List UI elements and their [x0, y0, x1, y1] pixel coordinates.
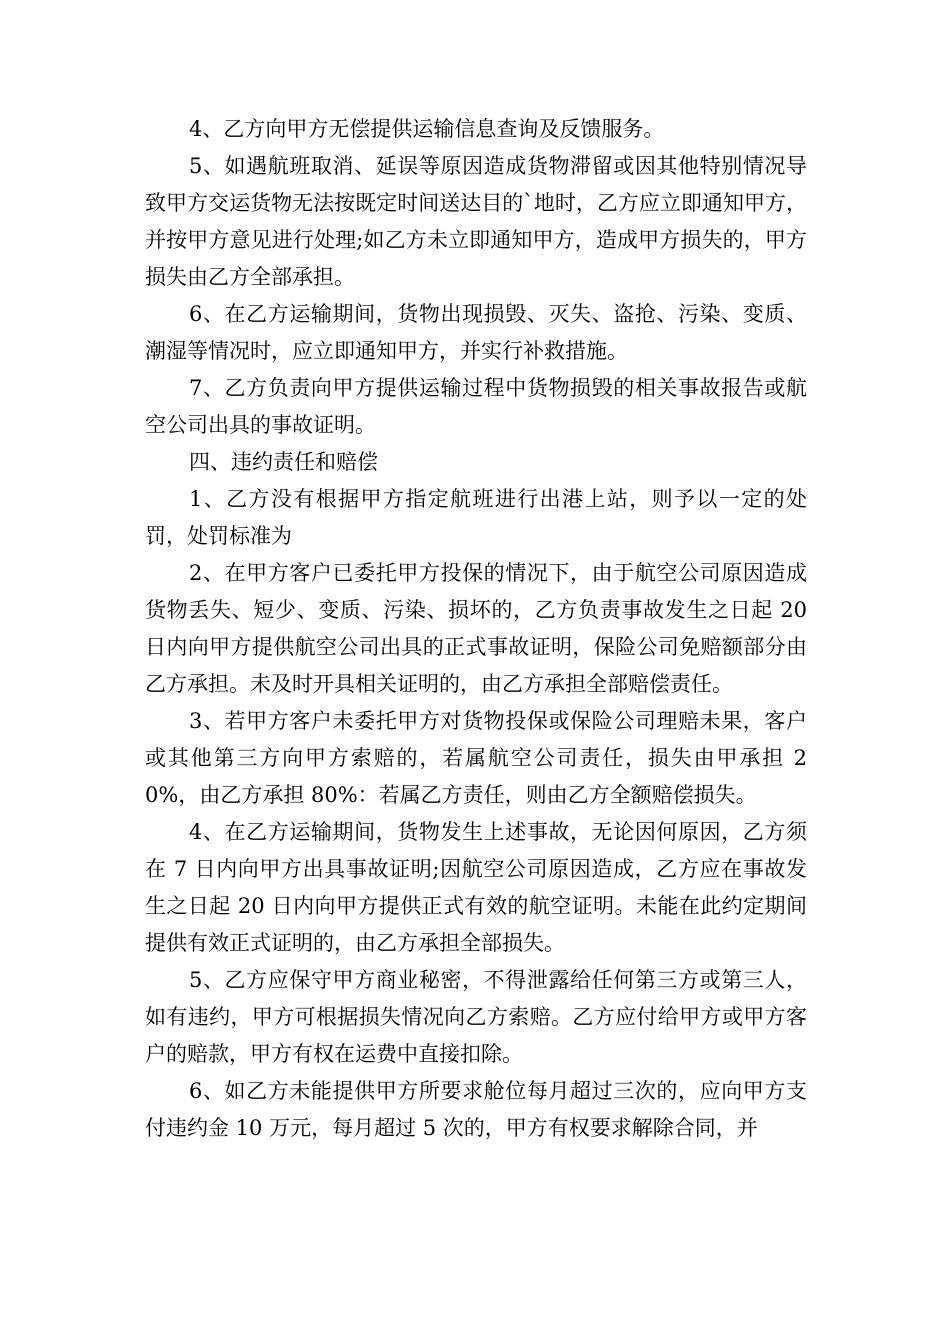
liability-clause-6: 6、如乙方未能提供甲方所要求舱位每月超过三次的，应向甲方支付违约金 10 万元，每月超过 5 次的，甲方有权要求解除合同，并	[145, 1079, 807, 1140]
liability-clause-4: 4、在乙方运输期间，货物发生上述事故，无论因何原因，乙方须在 7 日内向甲方出具事故证明;因航空公司原因造成，乙方应在事故发生之日起 20 日内向甲方提供正式有效的航空证明。未能在此约定期间提供有效正式证明的，由乙方承担全部损失。	[145, 820, 807, 955]
section-heading-liability: 四、违约责任和赔偿	[189, 450, 378, 474]
liability-clause-1: 1、乙方没有根据甲方指定航班进行出港上站，则予以一定的处罚，处罚标准为	[145, 487, 807, 548]
clause-5-flight-delay: 5、如遇航班取消、延误等原因造成货物滞留或因其他特别情况导致甲方交运货物无法按既定时间送达目的`地时，乙方应立即通知甲方，并按甲方意见进行处理;如乙方未立即通知甲方，造成甲方损失的，甲方损失由乙方全部承担。	[145, 154, 807, 289]
clause-6-cargo-damage: 6、在乙方运输期间，货物出现损毁、灭失、盗抢、污染、变质、潮湿等情况时，应立即通知甲方，并实行补救措施。	[145, 302, 807, 363]
clause-4-info-query: 4、乙方向甲方无偿提供运输信息查询及反馈服务。	[189, 117, 665, 141]
liability-clause-3: 3、若甲方客户未委托甲方对货物投保或保险公司理赔未果，客户或其他第三方向甲方索赔的，若属航空公司责任，损失由甲承担 20%，由乙方承担 80%：若属乙方责任，则由乙方全额赔偿损失。	[145, 709, 807, 807]
clause-7-accident-report: 7、乙方负责向甲方提供运输过程中货物损毁的相关事故报告或航空公司出具的事故证明。	[145, 376, 807, 437]
liability-clause-2: 2、在甲方客户已委托甲方投保的情况下，由于航空公司原因造成货物丢失、短少、变质、污染、损坏的，乙方负责事故发生之日起 20 日内向甲方提供航空公司出具的正式事故证明，保险公司免赔额部分由乙方承担。未及时开具相关证明的，由乙方承担全部赔偿责任。	[145, 561, 807, 696]
document-page	[145, 111, 807, 1147]
liability-clause-5: 5、乙方应保守甲方商业秘密，不得泄露给任何第三方或第三人，如有违约，甲方可根据损失情况向乙方索赔。乙方应付给甲方或甲方客户的赔款，甲方有权在运费中直接扣除。	[145, 968, 807, 1066]
